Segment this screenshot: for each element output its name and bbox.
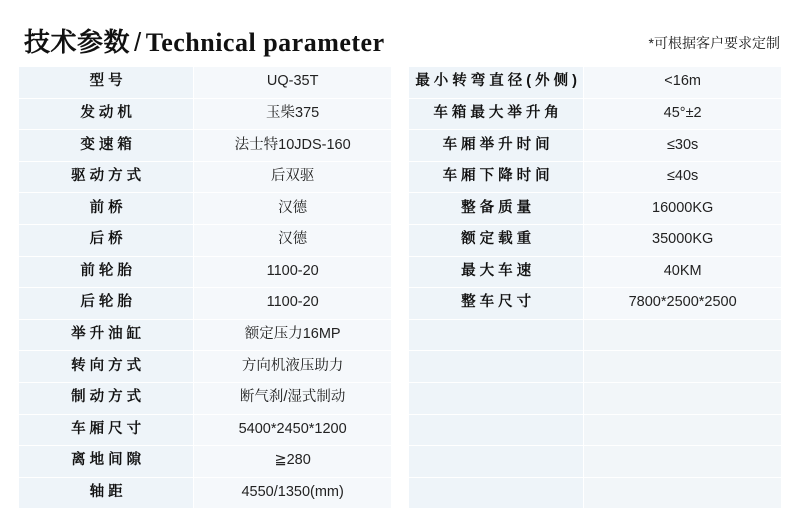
spec-key: 轴距 [19, 477, 194, 509]
page-title-separator: / [134, 27, 142, 57]
spec-key: 额定载重 [409, 224, 584, 256]
spec-value: ≧280 [194, 446, 392, 478]
spec-value: 1100-20 [194, 256, 392, 288]
table-row [19, 256, 392, 288]
spec-key [409, 351, 584, 383]
spec-key: 整车尺寸 [409, 288, 584, 320]
spec-key: 前桥 [19, 193, 194, 225]
table-row [409, 193, 782, 225]
spec-key: 制动方式 [19, 382, 194, 414]
table-row [409, 224, 782, 256]
customization-note: *可根据客户要求定制 [648, 35, 780, 51]
spec-value: 40KM [584, 256, 782, 288]
spec-value: 汉德 [194, 224, 392, 256]
spec-key [409, 477, 584, 509]
spec-value: 1100-20 [194, 288, 392, 320]
spec-key: 后轮胎 [19, 288, 194, 320]
table-row [409, 130, 782, 162]
table-row [19, 130, 392, 162]
spec-key [409, 446, 584, 478]
left-spec-table [18, 66, 392, 509]
table-row [409, 256, 782, 288]
spec-value [584, 477, 782, 509]
spec-value: ≤30s [584, 130, 782, 162]
spec-key: 变速箱 [19, 130, 194, 162]
table-row [19, 67, 392, 99]
table-row [409, 382, 782, 414]
table-row [19, 193, 392, 225]
left-spec-table-body [19, 67, 392, 509]
spec-value: 4550/1350(mm) [194, 477, 392, 509]
spec-value: 45°±2 [584, 98, 782, 130]
table-row [19, 288, 392, 320]
table-row [19, 161, 392, 193]
spec-value: 额定压力16MP [194, 319, 392, 351]
page-title [24, 29, 385, 56]
spec-key: 后桥 [19, 224, 194, 256]
spec-key: 转向方式 [19, 351, 194, 383]
spec-value: 后双驱 [194, 161, 392, 193]
page-title-en: Technical parameter [145, 28, 385, 57]
table-row [409, 319, 782, 351]
table-row [19, 224, 392, 256]
spec-value [584, 382, 782, 414]
spec-key [409, 414, 584, 446]
table-row [409, 351, 782, 383]
spec-tables [18, 66, 782, 509]
table-row [19, 351, 392, 383]
table-row [409, 477, 782, 509]
spec-key: 型号 [19, 67, 194, 99]
spec-key: 最小转弯直径(外侧) [409, 67, 584, 99]
spec-key: 发动机 [19, 98, 194, 130]
table-row [409, 67, 782, 99]
spec-key: 前轮胎 [19, 256, 194, 288]
spec-value [584, 351, 782, 383]
spec-key: 车厢尺寸 [19, 414, 194, 446]
table-row [409, 98, 782, 130]
spec-key: 驱动方式 [19, 161, 194, 193]
spec-value: 方向机液压助力 [194, 351, 392, 383]
table-row [409, 446, 782, 478]
spec-value: UQ-35T [194, 67, 392, 99]
table-row [19, 446, 392, 478]
spec-value: ≤40s [584, 161, 782, 193]
spec-value [584, 319, 782, 351]
spec-value: 玉柴375 [194, 98, 392, 130]
spec-value: 16000KG [584, 193, 782, 225]
right-spec-table-body [409, 67, 782, 509]
table-row [409, 414, 782, 446]
table-row [19, 98, 392, 130]
spec-value: 7800*2500*2500 [584, 288, 782, 320]
spec-key: 车厢举升时间 [409, 130, 584, 162]
right-spec-table [408, 66, 782, 509]
spec-key: 车箱最大举升角 [409, 98, 584, 130]
spec-key: 车厢下降时间 [409, 161, 584, 193]
table-row [19, 319, 392, 351]
spec-key: 离地间隙 [19, 446, 194, 478]
spec-value: 断气刹/湿式制动 [194, 382, 392, 414]
spec-value [584, 446, 782, 478]
table-row [19, 382, 392, 414]
table-row [19, 414, 392, 446]
spec-value: <16m [584, 67, 782, 99]
table-row [409, 161, 782, 193]
spec-key [409, 319, 584, 351]
spec-value: 法士特10JDS-160 [194, 130, 392, 162]
page-title-zh: 技术参数 [24, 27, 131, 57]
page-header [18, 14, 782, 56]
spec-value: 35000KG [584, 224, 782, 256]
spec-key [409, 382, 584, 414]
spec-key: 整备质量 [409, 193, 584, 225]
spec-value: 汉德 [194, 193, 392, 225]
spec-value: 5400*2450*1200 [194, 414, 392, 446]
table-row [409, 288, 782, 320]
table-row [19, 477, 392, 509]
spec-key: 最大车速 [409, 256, 584, 288]
spec-value [584, 414, 782, 446]
spec-key: 举升油缸 [19, 319, 194, 351]
